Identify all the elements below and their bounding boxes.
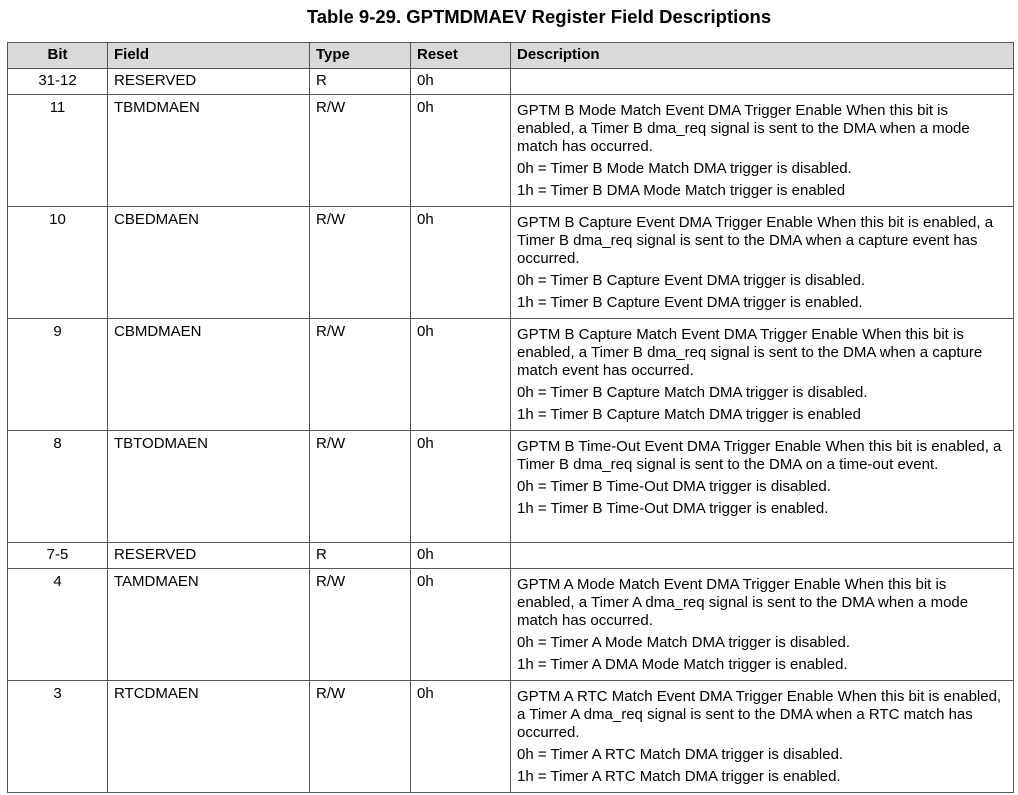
field-cell: TBMDMAEN	[108, 95, 310, 207]
description-text: GPTM B Capture Event DMA Trigger Enable When this bit is enabled, a Timer B dma_req signal is sent to the DMA when a capture event has occurred.	[517, 214, 994, 267]
table-row	[8, 431, 1014, 543]
header-reset: Reset	[411, 43, 511, 69]
table-row	[8, 569, 1014, 681]
bit-cell: 9	[8, 319, 108, 431]
field-cell: TBTODMAEN	[108, 431, 310, 543]
description-cell	[511, 69, 1014, 95]
table-row	[8, 95, 1014, 207]
table-row	[8, 319, 1014, 431]
type-cell: R/W	[310, 319, 411, 431]
value-0h-text: 0h = Timer A RTC Match DMA trigger is disabled.	[517, 746, 844, 763]
field-cell: TAMDMAEN	[108, 569, 310, 681]
value-1h-text: 1h = Timer B Time-Out DMA trigger is enabled.	[517, 500, 829, 517]
field-cell: RESERVED	[108, 543, 310, 569]
description-cell	[511, 431, 1014, 543]
bit-cell: 4	[8, 569, 108, 681]
type-cell: R/W	[310, 95, 411, 207]
bit-cell: 31-12	[8, 69, 108, 95]
description-cell	[511, 681, 1014, 793]
reset-cell: 0h	[411, 543, 511, 569]
header-bit: Bit	[8, 43, 108, 69]
description-text: GPTM A Mode Match Event DMA Trigger Enable When this bit is enabled, a Timer A dma_req signal is sent to the DMA when a mode match has occurred.	[517, 576, 969, 629]
description-text: GPTM A RTC Match Event DMA Trigger Enable When this bit is enabled, a Timer A dma_req signal is sent to the DMA when a RTC match has occurred.	[517, 688, 1002, 741]
register-field-table	[7, 42, 1014, 793]
field-cell: RTCDMAEN	[108, 681, 310, 793]
type-cell: R	[310, 543, 411, 569]
value-0h-text: 0h = Timer B Time-Out DMA trigger is disabled.	[517, 478, 831, 495]
description-text: GPTM B Capture Match Event DMA Trigger Enable When this bit is enabled, a Timer B dma_req signal is sent to the DMA when a capture match event has occurred.	[517, 326, 983, 379]
description-cell	[511, 569, 1014, 681]
table-title: Table 9-29. GPTMDMAEV Register Field Descriptions	[306, 6, 772, 27]
bit-cell: 8	[8, 431, 108, 543]
reset-cell: 0h	[411, 431, 511, 543]
type-cell: R	[310, 69, 411, 95]
table-row	[8, 69, 1014, 95]
table-row	[8, 681, 1014, 793]
description-cell	[511, 319, 1014, 431]
description-cell	[511, 95, 1014, 207]
field-cell: CBMDMAEN	[108, 319, 310, 431]
reset-cell: 0h	[411, 95, 511, 207]
value-1h-text: 1h = Timer B DMA Mode Match trigger is enabled	[517, 182, 846, 199]
value-0h-text: 0h = Timer B Mode Match DMA trigger is disabled.	[517, 160, 852, 177]
value-0h-text: 0h = Timer B Capture Event DMA trigger is disabled.	[517, 272, 866, 289]
field-cell: RESERVED	[108, 69, 310, 95]
reset-cell: 0h	[411, 569, 511, 681]
bit-cell: 11	[8, 95, 108, 207]
bit-cell: 10	[8, 207, 108, 319]
table-row	[8, 543, 1014, 569]
value-1h-text: 1h = Timer B Capture Match DMA trigger is enabled	[517, 406, 861, 423]
description-cell	[511, 207, 1014, 319]
type-cell: R/W	[310, 431, 411, 543]
header-type: Type	[310, 43, 411, 69]
description-text: GPTM B Mode Match Event DMA Trigger Enable When this bit is enabled, a Timer B dma_req signal is sent to the DMA when a mode match has occurred.	[517, 102, 970, 155]
value-1h-text: 1h = Timer A DMA Mode Match trigger is enabled.	[517, 656, 848, 673]
reset-cell: 0h	[411, 69, 511, 95]
value-1h-text: 1h = Timer A RTC Match DMA trigger is enabled.	[517, 768, 841, 785]
bit-cell: 7-5	[8, 543, 108, 569]
field-cell: CBEDMAEN	[108, 207, 310, 319]
header-field: Field	[108, 43, 310, 69]
description-text: GPTM B Time-Out Event DMA Trigger Enable When this bit is enabled, a Timer B dma_req signal is sent to the DMA on a time-out event.	[517, 438, 1002, 473]
reset-cell: 0h	[411, 319, 511, 431]
reset-cell: 0h	[411, 207, 511, 319]
description-cell	[511, 543, 1014, 569]
value-1h-text: 1h = Timer B Capture Event DMA trigger is enabled.	[517, 294, 863, 311]
bit-cell: 3	[8, 681, 108, 793]
type-cell: R/W	[310, 569, 411, 681]
value-0h-text: 0h = Timer A Mode Match DMA trigger is disabled.	[517, 634, 851, 651]
type-cell: R/W	[310, 207, 411, 319]
type-cell: R/W	[310, 681, 411, 793]
table-header-row	[8, 43, 1014, 69]
header-description: Description	[511, 43, 1014, 69]
value-0h-text: 0h = Timer B Capture Match DMA trigger is disabled.	[517, 384, 868, 401]
reset-cell: 0h	[411, 681, 511, 793]
table-row	[8, 207, 1014, 319]
